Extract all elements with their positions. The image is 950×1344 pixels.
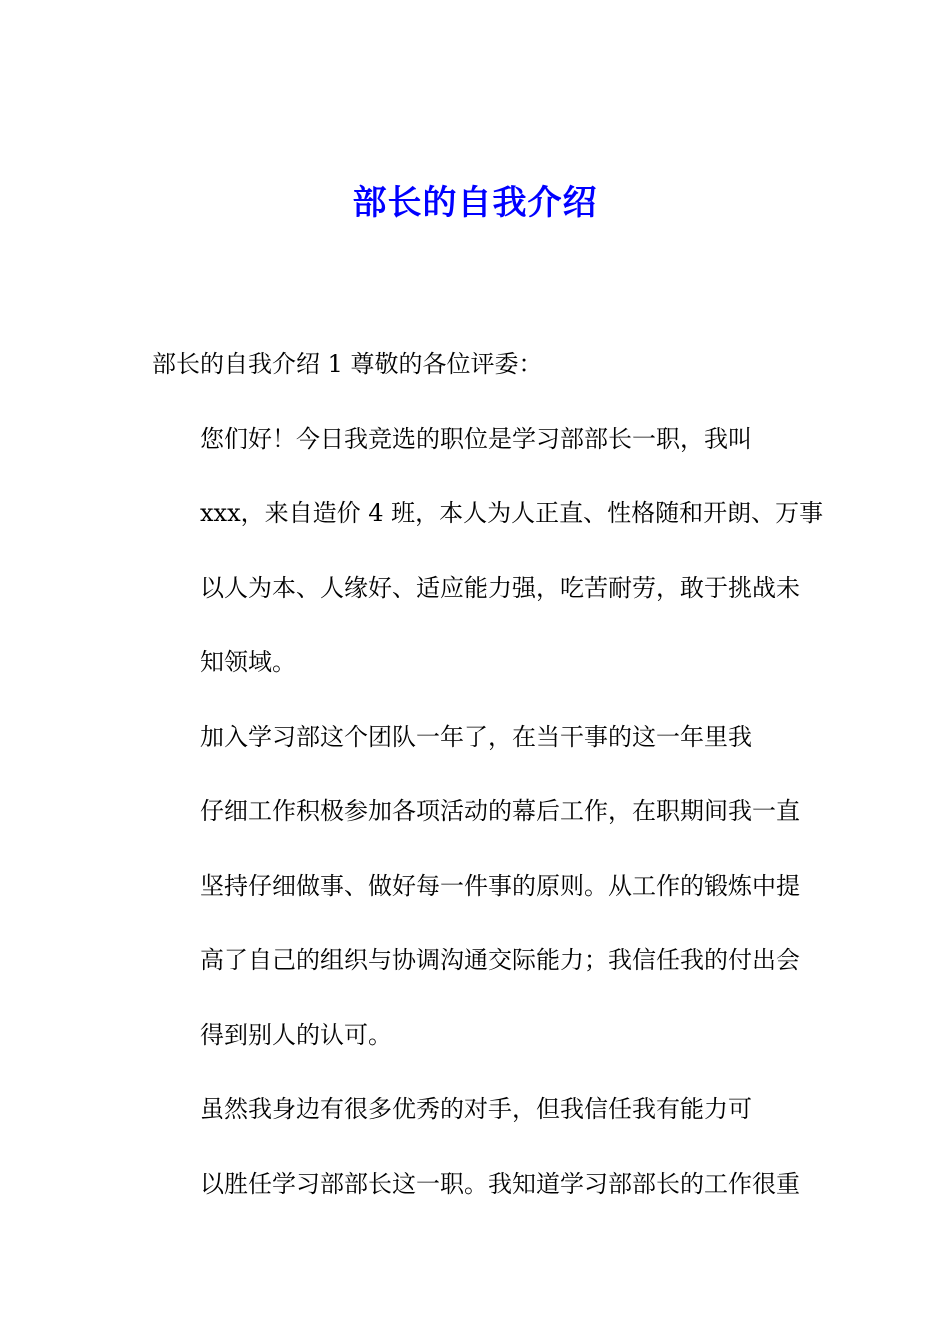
paragraph-experience	[152, 700, 800, 1073]
text-line: 虽然我身边有很多优秀的对手，但我信任我有能力可	[200, 1095, 752, 1123]
text-line: 以人为本、人缘好、适应能力强，吃苦耐劳，敢于挑战未	[200, 573, 800, 602]
text-line: 加入学习部这个团队一年了，在当干事的这一年里我	[200, 722, 752, 751]
text-line: 仔细工作积极参加各项活动的幕后工作，在职期间我一直	[200, 797, 800, 825]
text-line: 得到别人的认可。	[200, 1020, 392, 1049]
document-body	[152, 327, 824, 1221]
document-title: 部长的自我介绍	[352, 183, 598, 223]
paragraph-confidence	[152, 1072, 800, 1221]
paragraph-salutation	[152, 327, 800, 402]
text-line: 知领域。	[200, 648, 296, 676]
text-line: 以胜任学习部部长这一职。我知道学习部部长的工作很重	[200, 1169, 800, 1198]
text-line: xxx，来自造价 4 班，本人为人正直、性格随和开朗、万事	[200, 499, 824, 527]
text-line: 部长的自我介绍 1 尊敬的各位评委：	[152, 350, 543, 378]
text-line: 坚持仔细做事、做好每一件事的原则。从工作的锻炼中提	[200, 871, 800, 900]
text-line: 高了自己的组织与协调沟通交际能力；我信任我的付出会	[200, 946, 800, 974]
text-line: 您们好！今日我竞选的职位是学习部部长一职，我叫	[200, 424, 752, 453]
paragraph-introduction	[152, 402, 824, 700]
